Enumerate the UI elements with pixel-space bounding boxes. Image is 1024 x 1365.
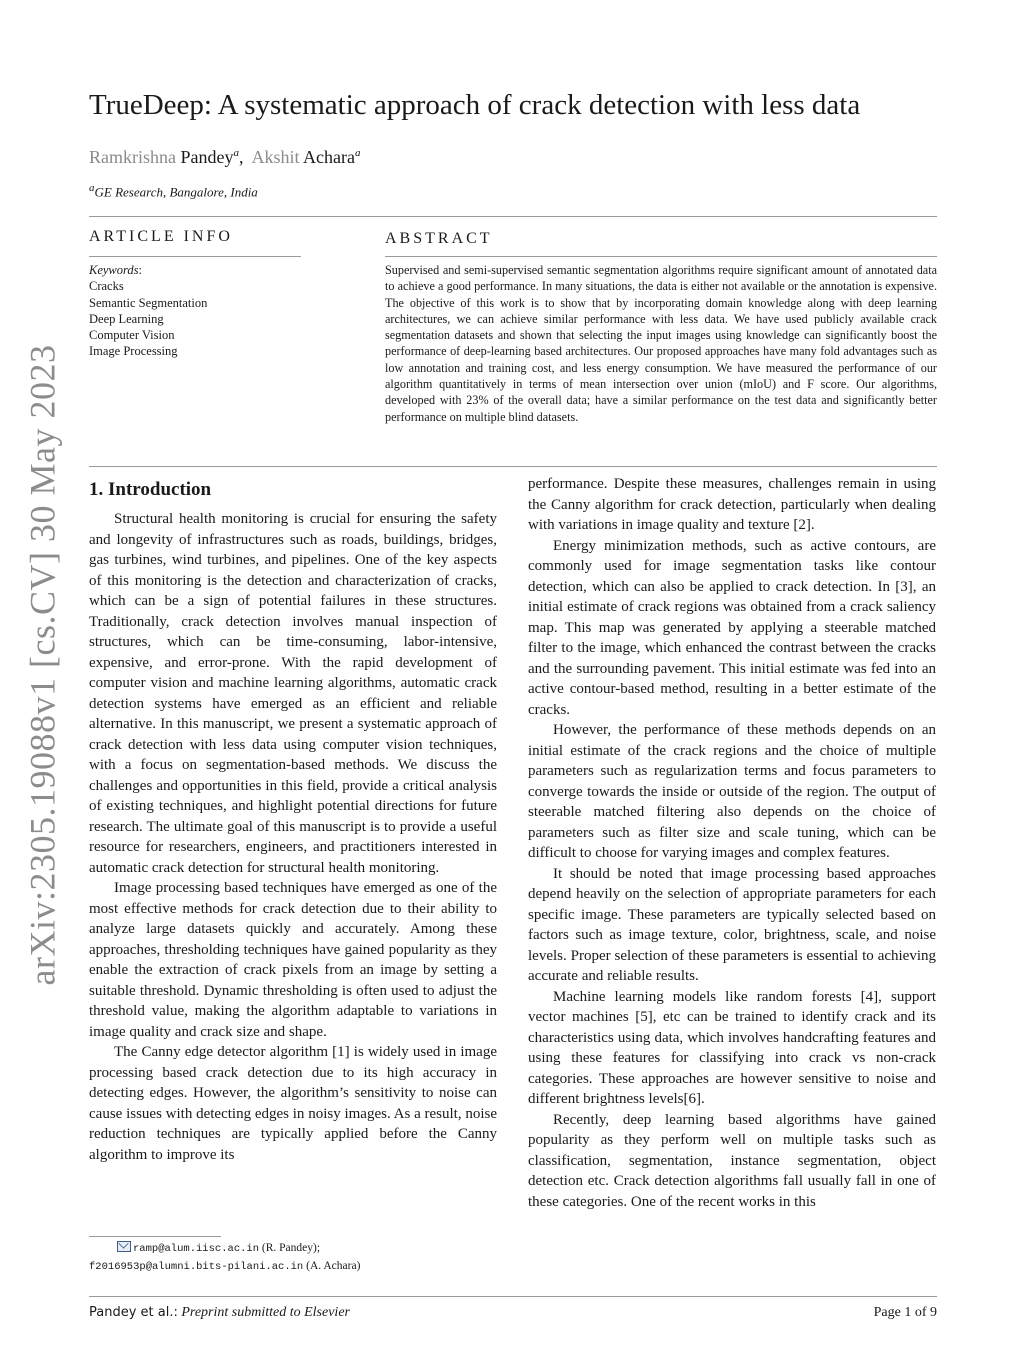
paragraph: Recently, deep learning based algorithms have gained popularity as they perform well on multiple tasks such as classification, segmentation, instance segmentation, object detection etc. Crack detection algorithms fall usually fall in one of these categories. One of the recent works in this (528, 1111, 936, 1210)
keyword: Computer Vision (89, 328, 175, 343)
author-1: Ramkrishna Pandey$^a$ (89, 147, 239, 167)
paragraph: It should be noted that image processing based approaches depend heavily on the selection of appropriate parameters for each specific image. These parameters are typically selected based on factors such as image texture, color, brightness, scale, and noise levels. Proper selection of these parameters is essential to achieving accurate and reliable results. (528, 865, 936, 984)
right-column (528, 474, 936, 1212)
footnote-2: f2016953p@alumni.bits-pilani.ac.in (A. Achara) (89, 1260, 361, 1273)
header-divider (89, 216, 937, 217)
keyword: Cracks (89, 279, 124, 294)
email-link[interactable]: f2016953p@alumni.bits-pilani.ac.in (89, 1261, 304, 1273)
keywords-block (89, 262, 309, 360)
footnote-1: ramp@alum.iisc.ac.in (R. Pandey); (89, 1240, 419, 1258)
arxiv-stamp-text: arXiv:2305.19088v1 [cs.CV] 30 May 2023 (22, 344, 62, 986)
abstract-bottom-divider (89, 466, 937, 467)
paper-title: TrueDeep: A systematic approach of crack detection with less data (89, 89, 861, 121)
paragraph: Machine learning models like random forests [4], support vector machines [5], etc can be trained to identify crack and its characteristics using data, which involves handcrafting features and using these features for classifying into crack vs non-crack categories. These approaches are however sensitive to noise and different brightness levels[6]. (528, 988, 936, 1107)
section-heading-introduction: 1. Introduction (89, 479, 212, 500)
keywords-label: Keywords: (89, 263, 143, 277)
paragraph: Structural health monitoring is crucial for ensuring the safety and longevity of infrastructures such as roads, buildings, bridges, gas turbines, wind turbines, and pipelines. One of the key aspects of this monitoring is the detection and characterization of cracks, which can be a sign of potential failures in these structures. Traditionally, crack detection involves manual inspection of structures, which can be time-consuming, labor-intensive, expensive, and error-prone. With the rapid development of computer vision and machine learning algorithms, automatic crack detection systems have emerged as an efficient and reliable alternative. In this manuscript, we present a systematic approach of crack detection with less data using computer vision techniques, with a focus on segmentation-based methods. We discuss the challenges and opportunities in this field, provide a critical analysis of existing techniques, and highlight potential directions for future research. The ultimate goal of this manuscript is to provide a useful resource for researchers, engineers, and practitioners interested in automatic crack detection for structural health monitoring. (89, 511, 497, 876)
article-info-heading: ARTICLE INFO (89, 228, 233, 245)
footer-divider (89, 1296, 937, 1297)
page-number: Page 1 of 9 (873, 1305, 937, 1320)
arxiv-stamp (14, 344, 70, 986)
article-info-divider (89, 256, 301, 257)
abstract-heading: ABSTRACT (385, 230, 493, 247)
paragraph: Energy minimization methods, such as active contours, are commonly used for image segmentation tasks like contour detection, which can also be applied to crack detection. In [3], an initial estimate of crack regions was obtained from a crack saliency map. This map was generated by applying a steerable matched filter to the image, which enhanced the contrast between the cracks and the surrounding pavement. This initial estimate was fed into an active contour-based method, resulting in a better estimate of the cracks. (528, 537, 936, 718)
keyword: Semantic Segmentation (89, 295, 208, 310)
footnote-divider (89, 1236, 221, 1237)
keyword: Deep Learning (89, 311, 164, 326)
author-list: Ramkrishna Pandey$^a$, Akshit Achara$^a$ (89, 147, 361, 167)
abstract-text: Supervised and semi-supervised semantic segmentation algorithms require significant amount of annotated data to achieve a good performance. In many situations, the data is either not available or the annotation is expensive. The objective of this work is to show that by incorporating domain knowledge along with deep learning architectures, we can achieve similar performance with less data. We have used publicly available crack segmentation datasets and shown that selecting the input images using knowledge can significantly boost the performance of deep-learning based architectures. Our proposed approaches have many fold advantages such as low annotation and training cost, and less energy consumption. We have measured the performance of our algorithm quantitatively in terms of mean intersection over union (mIoU) and F score. Our algorithms, developed with 23% of the overall data; have a similar performance on the test data and significantly better performance on multiple blind datasets. (385, 263, 937, 424)
author-2: Akshit Achara$^a$ (251, 147, 361, 167)
footnotes (89, 1240, 419, 1276)
footer-citation: Pandey et al.: Preprint submitted to Elsevier (89, 1305, 350, 1320)
keyword: Image Processing (89, 344, 178, 359)
envelope-icon (117, 1241, 131, 1252)
affiliation: $^a$GE Research, Bangalore, India (89, 182, 258, 200)
abstract-divider (385, 256, 937, 257)
paragraph: Image processing based techniques have emerged as one of the most effective methods for crack detection due to their ability to analyze large datasets quickly and accurately. Among these approaches, thresholding techniques have gained popularity as they enable the extraction of crack pixels from an image by setting a suitable threshold. Dynamic thresholding is often used to adjust the threshold value, making the algorithm adaptable to variations in image quality and crack size and shape. (89, 880, 497, 1040)
left-column (89, 477, 497, 1165)
paragraph: performance. Despite these measures, challenges remain in using the Canny algorithm for crack detection, particularly when dealing with variations in image quality and texture [2]. (528, 476, 936, 533)
paragraph: The Canny edge detector algorithm [1] is widely used in image processing based crack detection due to its high accuracy in detecting edges. However, the algorithm’s sensitivity to noise can cause issues with detecting edges in noisy images. As a result, noise reduction techniques are typically applied before the Canny algorithm to improve its (89, 1044, 497, 1163)
paragraph: However, the performance of these methods depends on an initial estimate of the crack regions and the choice of multiple parameters such as regularization terms and focus parameters to converge towards the inside or outside of the region. The output of steerable matched filtering also depends on the choice of parameters such as filter size and scale tuning, which can be difficult to choose for varying images and complex features. (528, 722, 936, 861)
email-link[interactable]: ramp@alum.iisc.ac.in (133, 1243, 260, 1255)
